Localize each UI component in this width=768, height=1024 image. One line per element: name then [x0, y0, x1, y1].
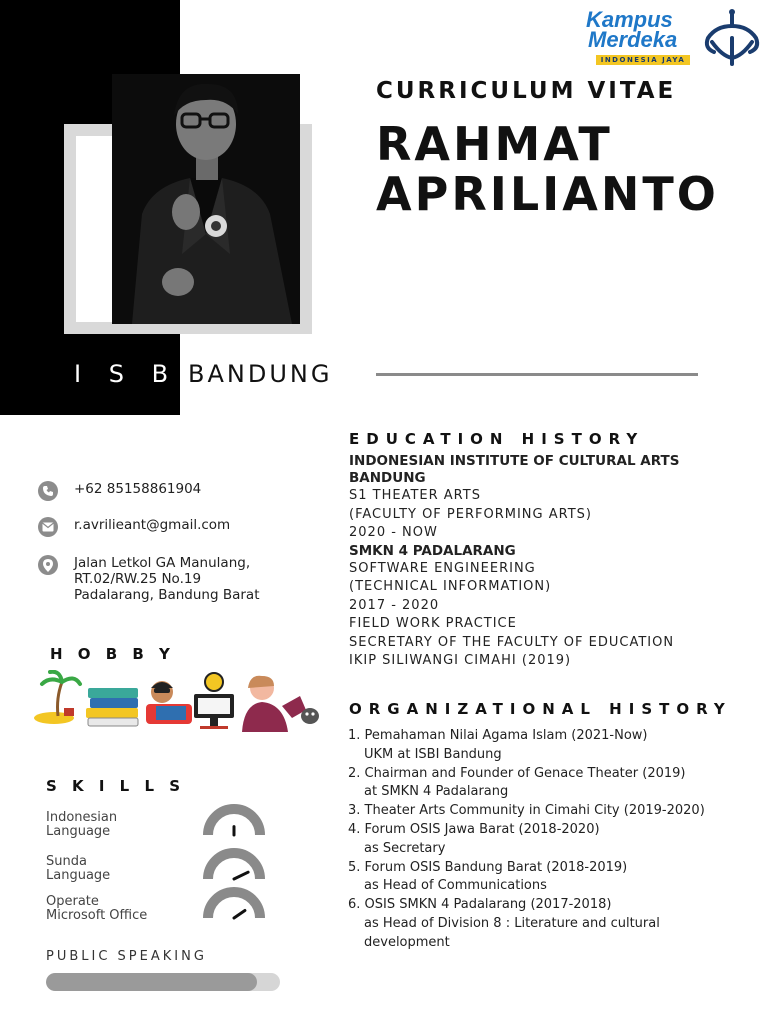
organization-line: development — [364, 934, 450, 950]
education-list — [349, 453, 749, 671]
organization-line: 3. Theater Arts Community in Cimahi City (2019-2020) — [348, 803, 705, 819]
education-line: (FACULTY OF PERFORMING ARTS) — [349, 506, 592, 522]
skills-title: S K I L L S — [46, 777, 186, 795]
education-line: SOFTWARE ENGINEERING — [349, 560, 536, 576]
education-line: INDONESIAN INSTITUTE OF CULTURAL ARTS — [349, 453, 680, 469]
home-address: Jalan Letkol GA Manulang, RT.02/RW.25 No.19 Padalarang, Bandung Barat — [74, 555, 260, 603]
skill-label: Indonesian Language — [46, 810, 118, 839]
skill-gauge — [202, 847, 266, 883]
education-line: BANDUNG — [349, 470, 426, 486]
phone-icon — [38, 481, 58, 501]
organization-line: at SMKN 4 Padalarang — [364, 784, 509, 800]
education-line: 2020 - NOW — [349, 525, 438, 540]
public-speaking-bar — [46, 973, 280, 991]
organization-line: 1. Pemahaman Nilai Agama Islam (2021-Now) — [348, 728, 648, 743]
location-pin-icon — [38, 555, 58, 575]
education-line: S1 THEATER ARTS — [349, 488, 481, 503]
organization-title: ORGANIZATIONAL HISTORY — [349, 700, 732, 718]
divider-line — [376, 373, 698, 376]
mail-icon — [38, 517, 58, 537]
cv-label: CURRICULUM VITAE — [376, 78, 677, 104]
public-speaking-label: PUBLIC SPEAKING — [46, 949, 207, 964]
skill-gauge — [202, 886, 266, 922]
institution-short: I S B I — [74, 360, 213, 388]
education-line: IKIP SILIWANGI CIMAHI (2019) — [349, 653, 572, 668]
contact-email-row — [38, 517, 230, 537]
education-line: (TECHNICAL INFORMATION) — [349, 579, 552, 594]
organization-line: 4. Forum OSIS Jawa Barat (2018-2020) — [348, 821, 600, 837]
name-first: RAHMAT — [376, 117, 613, 171]
education-line: FIELD WORK PRACTICE — [349, 616, 517, 631]
kampus-merdeka-logo — [586, 8, 696, 68]
books-icon — [86, 688, 138, 726]
gauge-arc — [208, 853, 260, 879]
education-line: SECRETARY OF THE FACULTY OF EDUCATION — [349, 634, 675, 650]
organization-line: 6. OSIS SMKN 4 Padalarang (2017-2018) — [348, 897, 612, 913]
skill-label: Operate Microsoft Office — [46, 894, 148, 923]
organization-line: as Secretary — [364, 840, 446, 856]
logo-tagline: INDONESIA JAYA — [596, 55, 690, 65]
gauge-needle — [234, 911, 245, 918]
public-speaking-bar-fill — [46, 973, 257, 991]
gamer-icon — [146, 681, 192, 724]
logo-text-merdeka: Merdeka — [588, 27, 678, 52]
logo-text-kampus: Kampus — [586, 7, 673, 32]
hobby-title: H O B B Y — [50, 645, 175, 663]
organization-line: 5. Forum OSIS Bandung Barat (2018-2019) — [348, 859, 628, 875]
organization-line: UKM at ISBI Bandung — [364, 746, 502, 762]
education-title: EDUCATION HISTORY — [349, 430, 645, 448]
gauge-arc — [208, 892, 260, 918]
name-last: APRILIANTO — [376, 167, 719, 221]
video-editing-icon — [194, 673, 234, 729]
education-line: 2017 - 2020 — [349, 597, 440, 613]
theater-mask-icon — [242, 676, 319, 732]
organization-line: as Head of Communications — [364, 878, 547, 894]
hobby-icons — [30, 670, 330, 732]
skill-label: Sunda Language — [46, 854, 111, 883]
phone-number: +62 85158861904 — [74, 481, 202, 497]
contact-phone-row — [38, 481, 201, 501]
skill-gauge — [202, 803, 266, 839]
contact-address-row — [38, 555, 260, 603]
education-line: SMKN 4 PADALARANG — [349, 542, 516, 559]
beach-island-icon — [34, 672, 80, 724]
email-address: r.avrilieant@gmail.com — [74, 517, 231, 533]
gauge-needle — [234, 872, 248, 879]
organization-line: as Head of Division 8 : Literature and cultural — [364, 915, 660, 931]
tut-wuri-handayani-emblem-icon — [698, 8, 766, 68]
profile-photo — [112, 74, 300, 324]
institution-city: BANDUNG — [188, 360, 333, 388]
organization-list — [348, 727, 758, 953]
organization-line: 2. Chairman and Founder of Genace Theater (2019) — [348, 765, 686, 781]
